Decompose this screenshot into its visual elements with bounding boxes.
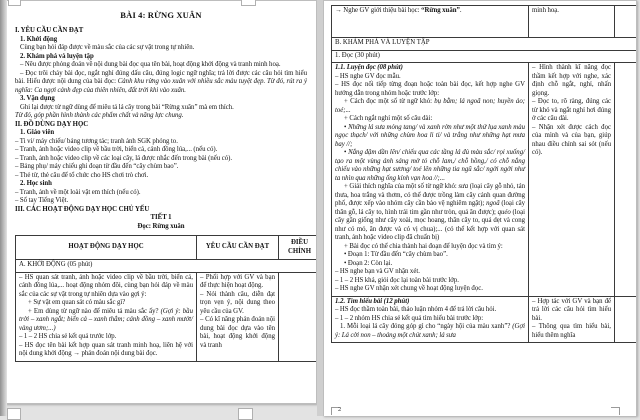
page-edge-mark-top-left xyxy=(8,0,21,6)
section-b-row xyxy=(332,38,638,51)
paragraph: 1. Khởi động xyxy=(20,35,58,43)
section-1-doc-row xyxy=(332,50,638,63)
paragraph: + Cách ngắt nghỉ một số câu dài: xyxy=(344,115,433,122)
section-a-row xyxy=(16,260,318,273)
paragraph: – Sổ tay Tiếng Việt. xyxy=(15,197,69,204)
cell-requirements-luyen-doc xyxy=(529,63,615,297)
paragraph: 1.2. Tìm hiểu bài (12 phút) xyxy=(335,297,410,305)
paragraph: 1. Mỗi loại lá cây đóng góp gì cho “ngày hội của màu xanh”? (Gợi ý: Lá cời non – thoáng một chút xanh; lá sưa xyxy=(335,323,525,339)
luyen-doc-content-row xyxy=(332,63,638,297)
tim-hieu-bai-content-row xyxy=(332,296,638,343)
paragraph: – Thẻ từ, thẻ câu để tổ chức cho HS chơi trò chơi. xyxy=(15,171,149,179)
col-header-yeu-cau-can-dat: YÊU CẦU CẦN ĐẠT xyxy=(197,236,279,260)
paragraph: – Đọc to, rõ ràng, đúng các từ khó và ngắt nghỉ hơi đúng ở các câu dài. xyxy=(532,98,611,122)
cell-activities-luyen-doc xyxy=(332,63,529,297)
document-page-1 xyxy=(5,0,317,404)
paragraph: 2. Học sinh xyxy=(20,180,52,187)
next-page-corner-mid xyxy=(238,408,253,420)
cell-intro-lesson xyxy=(332,6,529,38)
paragraph: Đọc: Rừng xuân xyxy=(137,222,185,230)
cell-requirements-khoi-dong xyxy=(197,272,279,361)
paragraph: – Nói thành câu, diễn đạt trọn vẹn ý, nội dung theo yêu cầu của GV. xyxy=(200,290,275,315)
paragraph: • Những lá sưa mỏng tang/ và xanh rờn như một thứ lụa xanh màu ngọc thạch/ với những chùm hoa li ti/ và trắng như những hạt mưa bay //; xyxy=(335,123,525,148)
paragraph: – Nhận xét được cách đọc của mình và của bạn, giúp nhau điều chỉnh sai sót (nếu có). xyxy=(532,123,611,156)
paragraph: – Hợp tác với GV và bạn để trả lời các câu hỏi tìm hiểu bài. xyxy=(532,297,611,322)
paragraph: – HS nghe GV đọc mẫu. xyxy=(335,72,401,80)
paragraph: – 1 – 2 nhóm HS chia sẻ kết quả tìm hiểu bài trước lớp: xyxy=(335,314,484,322)
paragraph: – Tranh, ảnh hoặc video clip về các loại cây, lá được nhắc đến trong bài (nếu có). xyxy=(15,154,233,162)
page1-body-text xyxy=(15,27,307,231)
paragraph: + Bài đọc có thể chia thành hai đoạn để luyện đọc và tìm ý: xyxy=(344,242,503,250)
intro-lesson-row xyxy=(332,6,638,38)
paragraph: – Bảng phụ/ máy chiếu ghi đoạn từ đầu đến “cây chùm bao”. xyxy=(15,163,179,170)
activities-table-tiet-1 xyxy=(15,235,317,362)
page-number: 2 xyxy=(338,406,342,413)
cell-intro-requirement xyxy=(529,6,615,38)
cell-requirements-tim-hieu-bai xyxy=(529,296,615,343)
paragraph: Cùng bạn hỏi đáp được về màu sắc của các sự vật trong tự nhiên. xyxy=(20,44,195,51)
paragraph: – HS đọc tên bài kết hợp quan sát tranh minh hoạ, liên hệ với nội dung khởi động → phán đoán nội dung bài đọc. xyxy=(19,341,193,357)
paragraph: II. ĐỒ DÙNG DẠY HỌC xyxy=(15,120,89,128)
paragraph: + Sự vật em quan sát có màu sắc gì? xyxy=(28,299,126,306)
lesson-title: BÀI 4: RỪNG XUÂN xyxy=(120,10,202,20)
paragraph: – Đọc trôi chảy bài đọc, ngắt nghỉ đúng dấu câu, đúng logic ngữ nghĩa; trả lời được các câu hỏi tìm hiểu bài. Hiểu được nội dung của bài đọc: Cảnh khu rừng vào xuân với nhiều sắc màu tuyệt đẹp. Từ đó, rút ra ý nghĩa: Ca ngợi cảnh đẹp của thiên nhiên, đất trời khi vào xuân. xyxy=(15,69,307,94)
paragraph: 3. Vận dụng xyxy=(20,95,55,102)
paragraph: • Nắng đậm dần lên/ chiếu qua các tầng lá đủ màu sắc/ rọi xuống/ tạo ra một vùng ánh sáng mờ tỏ chỗ lam,/ chỗ hồng,/ có chỗ nắng chiếu vào những hạt sương/ toé lên những tia ngũ sắc/ ngời ngời như ta nhìn qua những ống kính vạn hoa //;... xyxy=(335,149,525,182)
paragraph: 1. Giáo viên xyxy=(20,129,55,136)
cell-adjustments-tim-hieu-bai xyxy=(615,296,638,343)
document-page-2 xyxy=(323,0,637,416)
paragraph: – Thông qua tìm hiểu bài, hiểu thêm nghĩa xyxy=(532,323,611,339)
section-a-label: A. KHỞI ĐỘNG (05 phút) xyxy=(16,260,318,273)
paragraph: Từ đó, góp phần hình thành các phẩm chất và năng lực chung. xyxy=(15,112,184,119)
col-header-hoat-dong-day-hoc: HOẠT ĐỘNG DẠY HỌC xyxy=(16,236,197,260)
margin-corner-mark-bottom-right xyxy=(611,407,620,415)
paragraph: – HS quan sát tranh, ảnh hoặc video clip về bầu trời, biển cả, cánh đồng lúa,... hoạt động nhóm đôi, cùng bạn hỏi đáp về màu sắc của các sự vật trong tự nhiên dựa vào gợi ý: xyxy=(19,273,193,298)
paragraph: – 1 – 2 HS khá, giỏi đọc lại toàn bài trước lớp. xyxy=(335,276,459,284)
paragraph: – HS nghe bạn và GV nhận xét. xyxy=(335,268,420,275)
paragraph: – Phối hợp với GV và bạn để thực hiện hoạt động. xyxy=(200,273,275,289)
paragraph: – Tranh, ảnh về một loài vật em thích (nếu có). xyxy=(15,188,141,196)
left-edge-shadow xyxy=(0,0,7,416)
cell-activities-khoi-dong xyxy=(16,272,197,361)
section-1-doc-label: 1. Đọc (30 phút) xyxy=(332,50,638,63)
paragraph: III. CÁC HOẠT ĐỘNG DẠY HỌC CHỦ YẾU xyxy=(15,205,150,213)
cell-adjustments-luyen-doc xyxy=(615,63,638,297)
page-edge-mark-top-mid xyxy=(241,0,256,6)
paragraph: – Tranh, ảnh hoặc video clip về bầu trời, biển cả, cánh đồng lúa,... (nếu có). xyxy=(15,146,218,153)
paragraph: – Hình thành kĩ năng đọc thầm kết hợp với nghe, xác định chỗ ngắt, nghỉ, nhấn giọng. xyxy=(532,64,611,97)
paragraph: – Có kĩ năng phán đoán nội dung bài đọc dựa vào tên bài, hoạt động khởi động và tranh xyxy=(200,316,275,349)
paragraph: – Nêu được phỏng đoán về nội dung bài đọc qua tên bài, hoạt động khởi động và tranh minh hoạ. xyxy=(20,61,281,68)
table-header-row xyxy=(16,236,318,260)
paragraph: • Đoạn 1: Từ đầu đến “cây chùm bao”. xyxy=(344,251,448,258)
cell-intro-adjustments xyxy=(615,6,638,38)
paragraph: – HS đọc thầm toàn bài, thảo luận nhóm 4 để trả lời câu hỏi. xyxy=(335,306,497,313)
paragraph: TIẾT 1 xyxy=(150,214,172,221)
paragraph: → Nghe GV giới thiệu bài học: “Rừng xuân”. xyxy=(335,7,462,14)
cell-activities-tim-hieu-bai xyxy=(332,296,529,343)
paragraph: – 1 – 2 HS chia sẻ kết quả trước lớp. xyxy=(19,333,117,340)
paragraph: 1.1. Luyện đọc (08 phút) xyxy=(335,64,403,71)
paragraph: Ghi lại được từ ngữ dùng để miêu tả lá cây trong bài “Rừng xuân” mà em thích. xyxy=(20,103,234,111)
cell-adjustments-khoi-dong xyxy=(279,272,318,361)
page-gap xyxy=(317,0,323,416)
paragraph: I. YÊU CẦU CẦN ĐẠT xyxy=(15,27,84,34)
paragraph: minh hoạ. xyxy=(532,7,559,14)
paragraph: + Cách đọc một số từ ngữ khó: bụ bẫm; lá ngoã non; huyền ảo; toé;... xyxy=(335,98,525,114)
paragraph: + Giải thích nghĩa của một số từ ngữ khó: sưa (loại cây gỗ nhỏ, tán thưa, hoa trắng và thơm, có thể được trồng làm cây cảnh quan đường phố, được xếp vào nhóm cây cần bảo vệ nghiêm ngặt); ngoã (loại cây thân gỗ, lá cây to, hình trái tim gần như tròn, quả ăn được); quéo (loại cây gần giống như cây xoài, mọc hoang, thân cây to, quả dẹt và cong như có mỏ, ăn được và có vị chua);... (có thể kết hợp với quan sát tranh, ảnh hoặc video clip đã chuẩn bị) xyxy=(335,183,526,241)
section-b-label: B. KHÁM PHÁ VÀ LUYỆN TẬP xyxy=(332,38,638,51)
paragraph: – Ti vi/ máy chiếu/ bảng tương tác; tranh ảnh SGK phóng to. xyxy=(15,137,178,145)
activities-table-continued xyxy=(331,5,637,343)
paragraph: 2. Khám phá và luyện tập xyxy=(20,52,94,60)
next-page-corner-left xyxy=(7,408,21,420)
col-header-dieu-chinh: ĐIỀU CHỈNH xyxy=(279,236,318,260)
paragraph: – HS nghe GV nhận xét chung về hoạt động luyện đọc. xyxy=(335,285,483,292)
paragraph: • Đoạn 2: Còn lại. xyxy=(344,259,393,267)
khoi-dong-content-row xyxy=(16,272,318,361)
paragraph: + Em dùng từ ngữ nào để miêu tả màu sắc ấy? (Gợi ý: bầu trời – xanh ngắt; biển cả – xanh thẳm; cánh đồng – xanh mướt/ vàng ươm;...) xyxy=(19,307,193,332)
paragraph: – HS đọc nối tiếp từng đoạn hoặc toàn bài đọc, kết hợp nghe GV hướng dẫn trong nhóm hoặc trước lớp: xyxy=(335,81,525,97)
